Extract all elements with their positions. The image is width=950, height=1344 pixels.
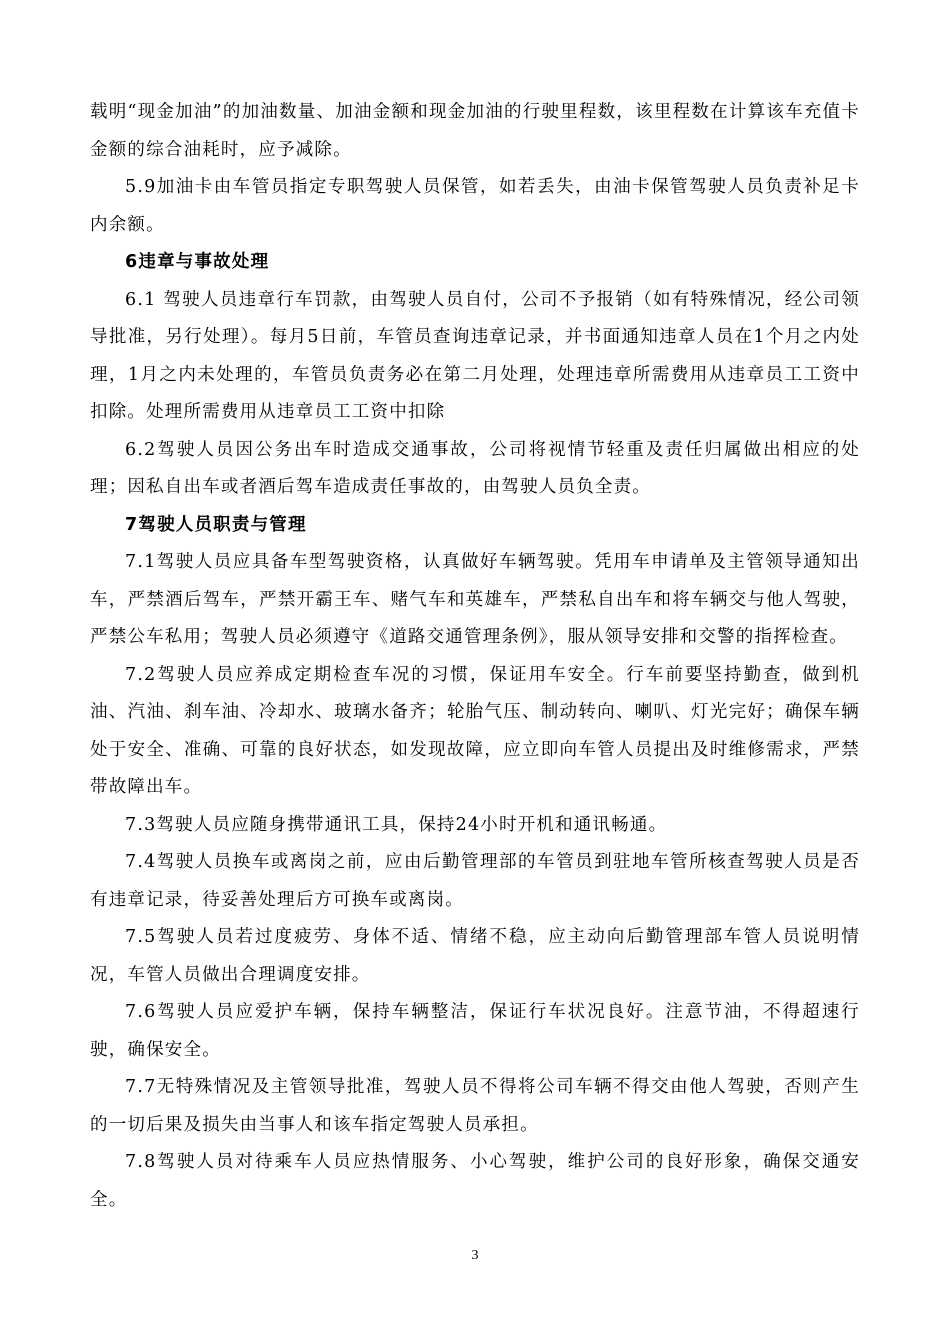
paragraph-5-9: 5.9加油卡由车管员指定专职驾驶人员保管，如若丢失，由油卡保管驾驶人员负责补足卡内余额。	[90, 177, 860, 235]
section-heading-6: 6违章与事故处理	[125, 252, 270, 272]
section-heading-7: 7驾驶人员职责与管理	[125, 514, 307, 535]
paragraph-7-6: 7.6驾驶人员应爱护车辆，保持车辆整洁，保证行车状况良好。注意节油，不得超速行驶，确保安全。	[90, 1002, 860, 1060]
paragraph-7-5: 7.5驾驶人员若过度疲劳、身体不适、情绪不稳，应主动向后勤管理部车管人员说明情况，车管人员做出合理调度安排。	[90, 927, 860, 985]
paragraph-6-2: 6.2驾驶人员因公务出车时造成交通事故，公司将视情节轻重及责任归属做出相应的处理；因私自出车或者酒后驾车造成责任事故的，由驾驶人员负全责。	[90, 439, 860, 497]
paragraph-fuel-record: 载明“现金加油”的加油数量、加油金额和现金加油的行驶里程数，该里程数在计算该车充值卡金额的综合油耗时，应予减除。	[90, 102, 860, 160]
paragraph-7-1: 7.1驾驶人员应具备车型驾驶资格，认真做好车辆驾驶。凭用车申请单及主管领导通知出车，严禁酒后驾车，严禁开霸王车、赌气车和英雄车，严禁私自出车和将车辆交与他人驾驶，严禁公车私用；驾驶人员必须遵守《道路交通管理条例》，服从领导安排和交警的指挥检查。	[90, 552, 860, 647]
paragraph-7-7: 7.7无特殊情况及主管领导批准，驾驶人员不得将公司车辆不得交由他人驾驶，否则产生的一切后果及损失由当事人和该车指定驾驶人员承担。	[90, 1077, 860, 1135]
paragraph-7-3: 7.3驾驶人员应随身携带通讯工具，保持24小时开机和通讯畅通。	[125, 814, 668, 835]
paragraph-7-4: 7.4驾驶人员换车或离岗之前，应由后勤管理部的车管员到驻地车管所核查驾驶人员是否有违章记录，待妥善处理后方可换车或离岗。	[90, 852, 860, 910]
paragraph-7-8: 7.8驾驶人员对待乘车人员应热情服务、小心驾驶，维护公司的良好形象，确保交通安全。	[90, 1152, 860, 1210]
page-number: 3	[471, 1248, 479, 1263]
document-body	[90, 94, 860, 1219]
paragraph-7-2: 7.2驾驶人员应养成定期检查车况的习惯，保证用车安全。行车前要坚持勤查，做到机油、汽油、刹车油、冷却水、玻璃水备齐；轮胎气压、制动转向、喇叭、灯光完好；确保车辆处于安全、准确、可靠的良好状态，如发现故障，应立即向车管人员提出及时维修需求，严禁带故障出车。	[90, 664, 860, 797]
paragraph-6-1: 6.1 驾驶人员违章行车罚款，由驾驶人员自付，公司不予报销（如有特殊情况，经公司领导批准，另行处理）。每月5日前，车管员查询违章记录，并书面通知违章人员在1个月之内处理，1月之内未处理的，车管员负责务必在第二月处理，处理违章所需费用从违章员工工资中扣除。处理所需费用从违章员工工资中扣除	[90, 289, 860, 422]
